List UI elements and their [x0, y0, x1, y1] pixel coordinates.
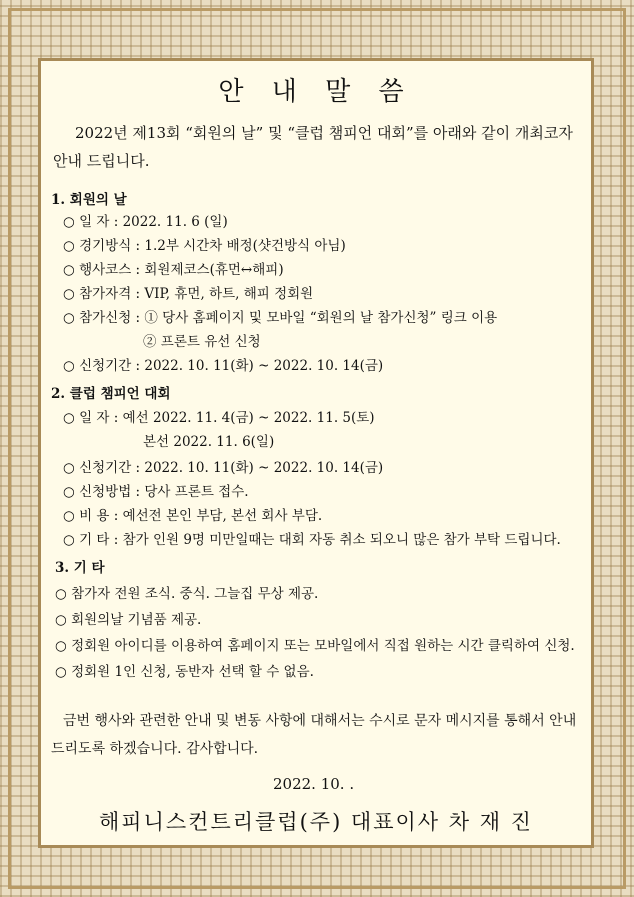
closing-line-2: 드리도록 하겠습니다. 감사합니다. — [51, 741, 259, 757]
section3-item-meals: ○ 참가자 전원 조식. 중식. 그늘집 무상 제공. — [55, 586, 319, 602]
section3-heading: 3. 기 타 — [55, 560, 105, 576]
intro-line-1: 2022년 제13회 “회원의 날” 및 “클럽 챔피언 대회”를 아래와 같이 개최코자 — [75, 124, 573, 142]
section1-item-date: ○ 일 자 : 2022. 11. 6 (일) — [63, 214, 228, 230]
section1-item-period: ○ 신청기간 : 2022. 10. 11(화) ~ 2022. 10. 14(금) — [63, 358, 384, 374]
signature: 해피니스컨트리클럽(주) 대표이사 차 재 진 — [99, 810, 533, 834]
notice-date: 2022. 10. . — [273, 775, 355, 793]
section3-item-limit: ○ 정회원 1인 신청, 동반자 선택 할 수 없음. — [55, 664, 314, 680]
section3-item-online: ○ 정회원 아이디를 이용하여 홈페이지 또는 모바일에서 직접 원하는 시간 클릭하여 신청. — [55, 638, 575, 654]
section2-heading: 2. 클럽 챔피언 대회 — [51, 386, 171, 402]
section1-item-course: ○ 행사코스 : 회원제코스(휴먼↔해피) — [63, 262, 284, 278]
intro-line-2: 안내 드립니다. — [53, 152, 150, 170]
section1-heading: 1. 회원의 날 — [51, 192, 127, 208]
closing-paragraph — [51, 707, 581, 763]
section1-item-eligibility: ○ 참가자격 : VIP, 휴먼, 하트, 해피 정회원 — [63, 286, 314, 302]
section1-item-application: ○ 참가신청 : ① 당사 홈페이지 및 모바일 “회원의 날 참가신청” 링크 이용 — [63, 310, 498, 326]
section3-item-gift: ○ 회원의날 기념품 제공. — [55, 612, 202, 628]
intro-paragraph — [53, 119, 581, 175]
section2-item-period: ○ 신청기간 : 2022. 10. 11(화) ~ 2022. 10. 14(금) — [63, 460, 384, 476]
section2-item-etc: ○ 기 타 : 참가 인원 9명 미만일때는 대회 자동 취소 되오니 많은 참가 부탁 드립니다. — [63, 532, 561, 548]
closing-line-1: 금번 행사와 관련한 안내 및 변동 사항에 대해서는 수시로 문자 메시지를 통해서 안내 — [63, 713, 577, 729]
section2-item-method: ○ 신청방법 : 당사 프론트 접수. — [63, 484, 249, 500]
section1-item-format: ○ 경기방식 : 1.2부 시간차 배정(샷건방식 아님) — [63, 238, 346, 254]
notice-title: 안 내 말 씀 — [218, 77, 414, 107]
notice-paper — [38, 58, 594, 848]
section2-item-date: ○ 일 자 : 예선 2022. 11. 4(금) ~ 2022. 11. 5(토) — [63, 410, 375, 426]
section1-item-application-2: ② 프론트 유선 신청 — [143, 334, 261, 350]
section2-item-date-final: 본선 2022. 11. 6(일) — [143, 434, 275, 450]
section2-item-cost: ○ 비 용 : 예선전 본인 부담, 본선 회사 부담. — [63, 508, 323, 524]
